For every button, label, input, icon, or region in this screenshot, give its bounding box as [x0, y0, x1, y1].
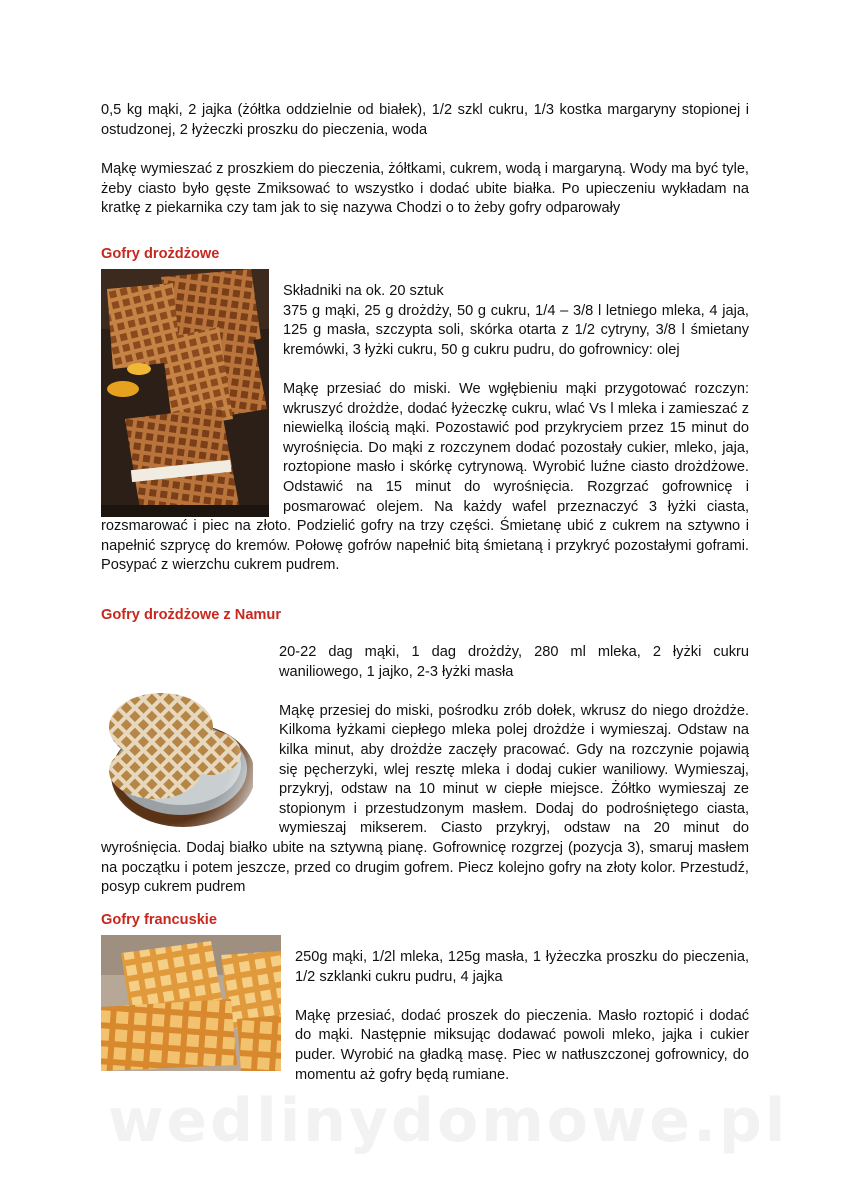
recipe-method-drozdzowe: Mąkę przesiać do miski. We wgłębieniu mąki przygotować rozczyn: wkruszyć drożdże, dodać łyżeczkę cukru, wlać Vs l mleka i zamieszać z niewielką ilością mąki. Pozostawić pod przykryciem przez 15 minut do wyrośnięcia. Do mąki z rozczynem dodać pozostały cukier, mleko, jaja, roztopione masło i skórkę cytrynową. Wyrobić luźne ciasto drożdżowe. Odstawić na 15 minut do wyrośnięcia. Rozgrzać gofrownicę i posmarować olejem. Na każdy wafel przeznaczyć 3 łyżki ciasta, rozsmarować i piec na złoto. Podzielić gofry na trzy części. Śmietanę ubić z cukrem na sztywno i napełnić szprycę do kremów. Połowę gofrów napełnić bitą śmietaną i przykryć pozostałymi goframi. Posypać z wierzchu cukrem pudrem.: [101, 380, 749, 574]
recipe-title-namur: Gofry drożdżowe z Namur: [101, 607, 282, 623]
recipe-method-francuskie: Mąkę przesiać, dodać proszek do pieczenia. Masło roztopić i dodać do mąki. Następnie miksując dodawać powoli mleko, jajka i cukier puder. Wyrobić na gładką masę. Piec w natłuszczonej gofrownicy, do momentu aż gofry będą rumiane.: [295, 1007, 749, 1083]
site-watermark: wedlinydomowe.pl: [108, 1086, 789, 1156]
recipe-title-francuskie: Gofry francuskie: [101, 912, 217, 928]
recipe-ingredients-namur: 20-22 dag mąki, 1 dag drożdży, 280 ml mleka, 2 łyżki cukru waniliowego, 1 jajko, 2-3 łyżki masła: [279, 644, 749, 680]
recipe-ingredients-drozdzowe: 375 g mąki, 25 g drożdży, 50 g cukru, 1/4 – 3/8 l letniego mleka, 4 jaja, 125 g masła, szczypta soli, skórka otarta z 1/2 cytryny, 3/8 l śmietany kremówki, 3 łyżki cukru, 50 g cukru pudru, do gofrownicy: olej: [283, 302, 749, 358]
recipe-method-namur: Mąkę przesiej do miski, pośrodku zrób dołek, wkrusz do niego drożdże. Kilkoma łyżkami ciepłego mleka polej drożdże i wymieszaj. Odstaw na kilka minut, aby drożdże zaczęły pracować. Gdy na rozczynie pojawią się pęcherzyki, wlej resztę mleka i dodaj cukier waniliowy. Wymieszaj, przykryj, odstaw na 10 minut w ciepłe miejsce. Żółtko wymieszaj ze stopionym i przestudzonym masłem. Dodaj do podrośniętego ciasta, wymieszaj mikserem. Ciasto przykryj, odstaw na 20 minut do wyrośnięcia. Dodaj białko ubite na sztywną pianę. Gofrownicę rozgrzej (pozycja 3), smaruj masłem na początku i potem jeszcze, przed co drugim gofrem. Piecz kolejno gofry na złoty kolor. Przestudź, posyp cukrem pudrem: [101, 702, 749, 896]
intro-ingredients: 0,5 kg mąki, 2 jajka (żółtka oddzielnie od białek), 1/2 szkl cukru, 1/3 kostka margaryny stopionej i ostudzonej, 2 łyżeczki proszku do pieczenia, woda: [101, 102, 749, 138]
recipe-section-francuskie: [101, 948, 749, 1085]
recipe-servings-drozdzowe: Składniki na ok. 20 sztuk: [283, 283, 444, 299]
french-waffles-photo: [101, 935, 281, 1071]
recipe-section-drozdzowe: [101, 282, 749, 576]
waffles-stack-photo: [101, 269, 269, 517]
namur-waffles-photo: [101, 657, 253, 837]
recipe-ingredients-francuskie: 250g mąki, 1/2l mleka, 125g masła, 1 łyżeczka proszku do pieczenia, 1/2 szklanki cukru pudru, 4 jajka: [295, 949, 749, 985]
recipe-section-namur: [101, 643, 749, 898]
intro-method: Mąkę wymieszać z proszkiem do pieczenia, żółtkami, cukrem, wodą i margaryną. Wody ma być tyle, żeby ciasto było gęste Zmiksować to wszystko i dodać ubite białka. Po upieczeniu wykładam na kratkę z piekarnika czy tam jak to się nazywa Chodzi o to żeby gofry odparowały: [101, 161, 749, 217]
recipe-title-drozdzowe: Gofry drożdżowe: [101, 246, 220, 262]
